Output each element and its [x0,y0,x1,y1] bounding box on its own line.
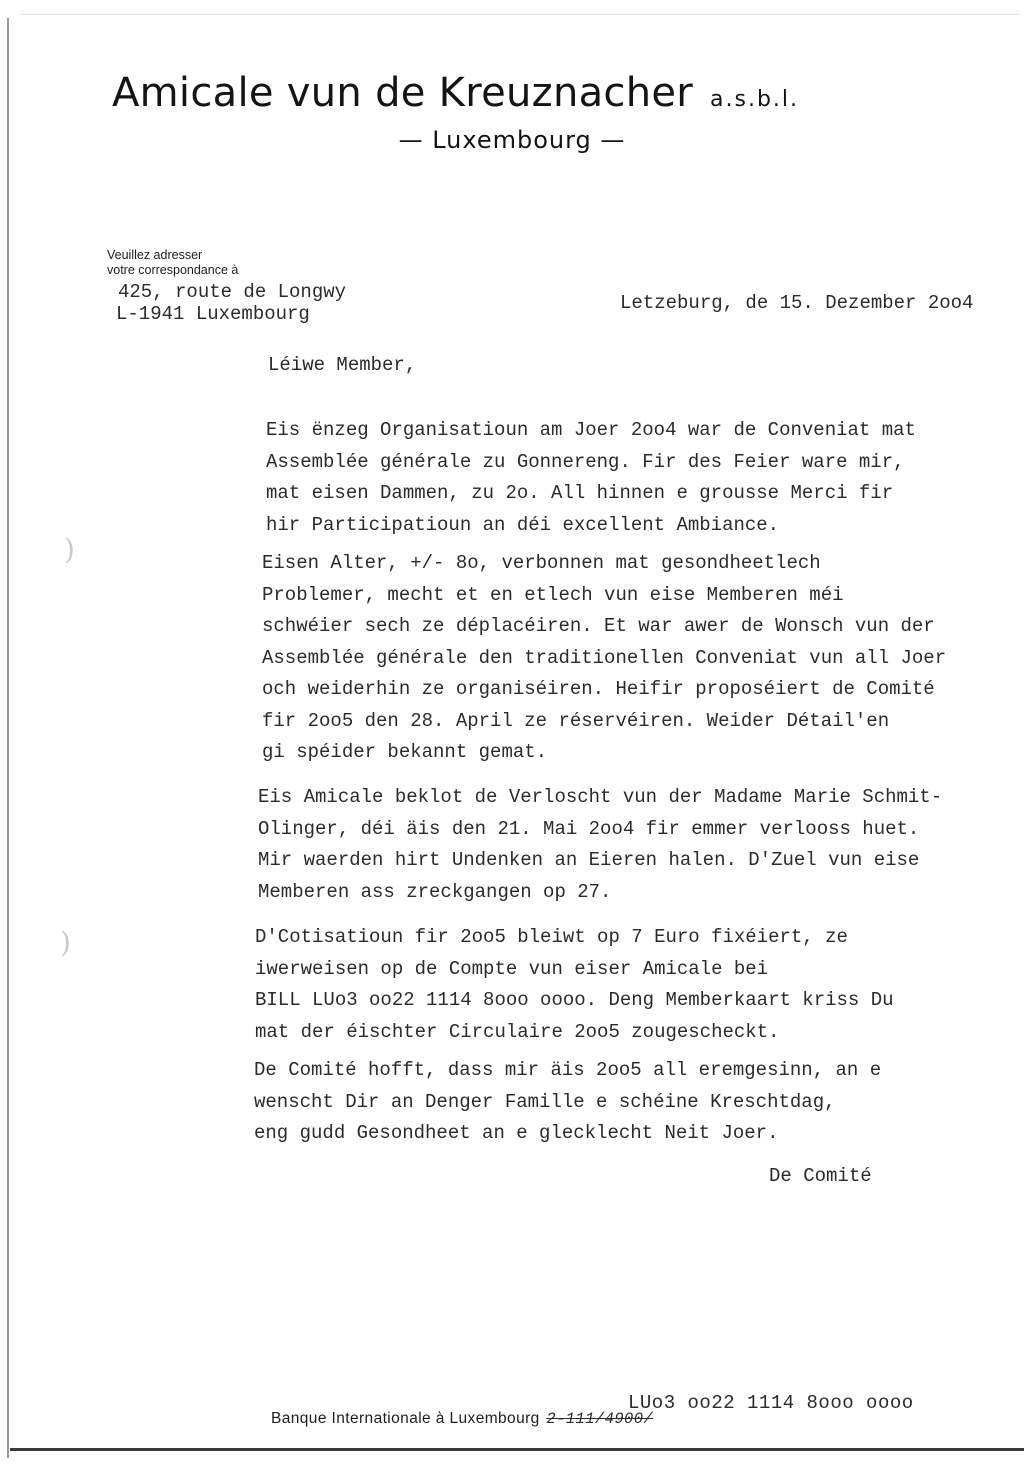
text-line: iwerweisen op de Compte vun eiser Amicale bei [255,957,769,980]
letterhead-subtitle: — Luxembourg — [398,126,626,154]
text-line: Eisen Alter, +/- 8o, verbonnen mat gesondheetlech [262,552,821,574]
legal-form: a.s.b.l. [710,87,800,112]
paragraph [266,415,916,541]
text-line: Olinger, déi äis den 21. Mai 2oo4 fir emmer verlooss huet. [258,817,920,840]
text-line: BILL LUo3 oo22 1114 8ooo oooo. Deng Memberkaart kriss Du [255,989,894,1011]
text-line: fir 2oo5 den 28. April ze réservéiren. Weider Détail'en [262,709,890,732]
text-line: Assemblée générale zu Gonnereng. Fir des Feier ware mir, [266,450,905,473]
paragraph [255,922,894,1048]
correspondence-note-line: Veuillez adresser [107,248,203,262]
punch-hole-mark: ) [60,926,71,959]
organization-name: Amicale vun de Kreuznacher [112,70,694,116]
sender-address [118,281,346,325]
letterhead-title [112,70,799,116]
salutation: Léiwe Member, [268,354,417,376]
text-line: mat eisen Dammen, zu 2o. All hinnen e grousse Merci fir [266,482,894,504]
text-line: mat der éischter Circulaire 2oo5 zougescheckt. [255,1020,780,1043]
text-line: schwéier sech ze déplacéiren. Et war awer de Wonsch vun der [262,615,935,637]
left-margin-line [7,18,9,1458]
address-line: L-1941 Luxembourg [116,303,310,325]
bank-name: Banque Internationale à Luxembourg [271,1410,540,1427]
text-line: Assemblée générale den traditionellen Conveniat vun all Joer [262,646,947,669]
paragraph [262,548,946,769]
text-line: De Comité hofft, dass mir äis 2oo5 all eremgesinn, an e [254,1059,882,1081]
top-edge-line [20,14,1020,15]
footer-bank-line [271,1410,653,1428]
address-line: 425, route de Longwy [118,281,347,303]
text-line: och weiderhin ze organiséiren. Heifir proposéiert de Comité [262,678,935,700]
text-line: Eis ënzeg Organisatioun am Joer 2oo4 war de Conveniat mat [266,419,916,441]
paragraph [258,782,942,908]
text-line: Problemer, mecht et en etlech vun eise Memberen méi [262,583,844,606]
punch-hole-mark: ) [64,533,75,566]
text-line: Memberen ass zreckgangen op 27. [258,880,612,903]
bottom-rule [10,1448,1024,1451]
paragraph [254,1055,881,1150]
text-line: Eis Amicale beklot de Verloscht vun der Madame Marie Schmit- [258,786,943,808]
struck-old-account: 2-111/4900/ [546,1410,654,1428]
text-line: gi spéider bekannt gemat. [262,741,548,763]
correspondence-note-line: votre correspondance à [107,263,239,277]
footer-account-number: LUo3 oo22 1114 8ooo oooo [628,1392,914,1414]
signature: De Comité [769,1165,872,1187]
text-line: D'Cotisatioun fir 2oo5 bleiwt op 7 Euro fixéiert, ze [255,926,848,948]
text-line: Mir waerden hirt Undenken an Eieren halen. D'Zuel vun eise [258,849,920,871]
text-line: eng gudd Gesondheet an e glecklecht Neit Joer. [254,1122,779,1144]
date-line: Letzeburg, de 15. Dezember 2oo4 [620,292,974,314]
text-line: wenscht Dir an Denger Famille e schéine Kreschtdag, [254,1090,836,1113]
text-line: hir Participatioun an déi excellent Ambiance. [266,513,780,536]
correspondence-note [107,248,238,278]
